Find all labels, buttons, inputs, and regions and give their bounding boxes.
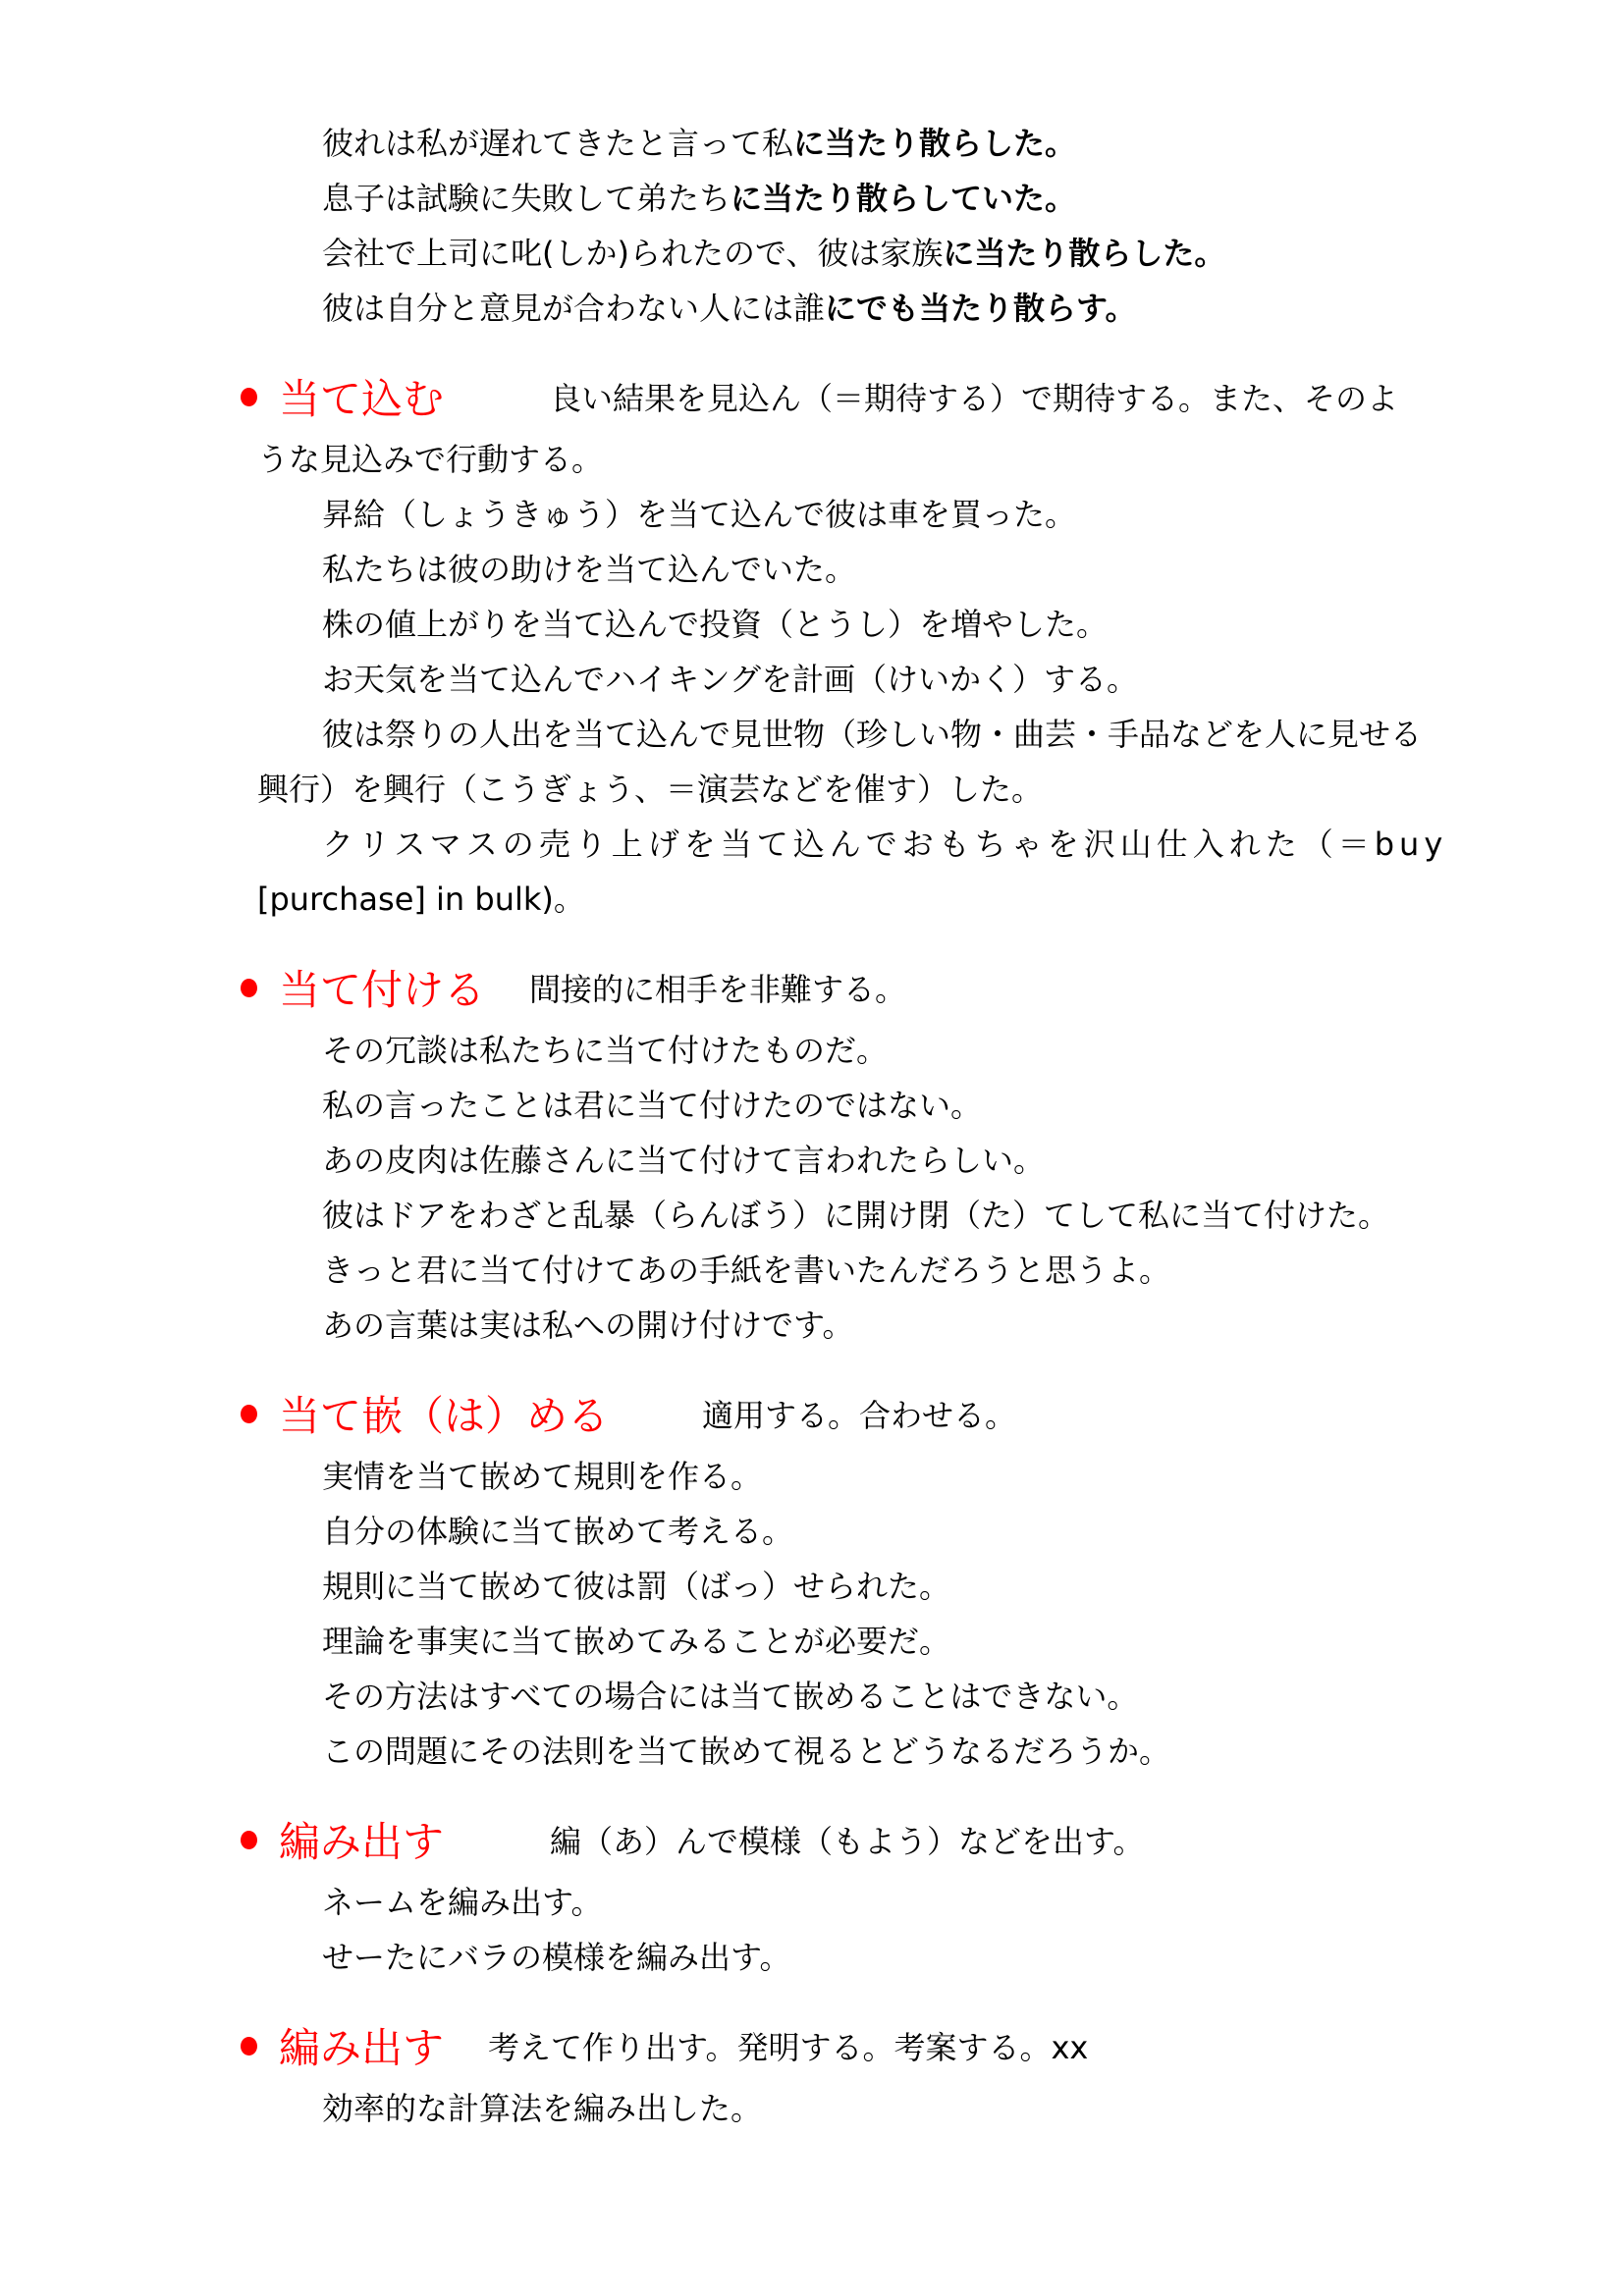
example-sentence: お天気を当て込んでハイキングを計画（けいかく）する。: [322, 661, 1139, 698]
entry-headword: 編み出す: [279, 1818, 445, 1866]
entry-definition: 編（あ）んで模様（もよう）などを出す。: [550, 1823, 1145, 1860]
entry-definition: 考えて作り出す。発明する。考案する。xx: [488, 2029, 1089, 2066]
entry-heading: [241, 1804, 1624, 1875]
example-sentence: 私の言ったことは君に当て付けたのではない。: [322, 1087, 983, 1124]
entry-heading: [241, 1378, 1624, 1449]
sentence-line: [322, 116, 1624, 171]
definition-sections: [0, 361, 1624, 2136]
entry-headword: 当て嵌（は）める: [279, 1392, 610, 1440]
entry-headword: 当て付ける: [279, 966, 486, 1014]
example-sentence: 自分の体験に当て嵌めて考える。: [322, 1513, 794, 1550]
entry-definition: 適用する。合わせる。: [702, 1397, 1017, 1434]
sentence-line: [322, 171, 1624, 226]
example-sentence: 効率的な計算法を編み出した。: [322, 2090, 763, 2127]
example-sentence: 昇給（しょうきゅう）を当て込んで彼は車を買った。: [322, 496, 1077, 533]
entry-section: [0, 952, 1624, 1353]
sentence-text: 彼は自分と意見が合わない人には誰: [322, 290, 826, 327]
example-sentence: その方法はすべての場合には当て嵌めることはできない。: [322, 1678, 1139, 1715]
example-sentence: 理論を事実に当て嵌めてみることが必要だ。: [322, 1623, 951, 1660]
bullet-icon: [241, 979, 257, 997]
bold-emphasis: に当たり散らしていた。: [731, 180, 1077, 217]
example-sentence: 株の値上がりを当て込んで投資（とうし）を増やした。: [322, 606, 1109, 643]
bold-emphasis: に当たり散らした。: [943, 235, 1226, 272]
intro-paragraph: [0, 0, 1624, 336]
example-sentence: 興行）を興行（こうぎょう、＝演芸などを催す）した。: [257, 771, 1044, 808]
sentence-text: 会社で上司に叱(しか)られたので、彼は家族: [322, 235, 944, 272]
bullet-icon: [241, 1831, 257, 1849]
entry-definition: 良い結果を見込ん（＝期待する）で期待する。また、そのよ: [550, 380, 1399, 417]
example-sentence: うな見込みで行動する。: [257, 441, 604, 478]
example-sentence: せーたにバラの模様を編み出す。: [322, 1939, 791, 1976]
entry-definition: 間接的に相手を非難する。: [529, 971, 907, 1008]
example-sentence: 規則に当て嵌めて彼は罰（ばっ）せられた。: [322, 1568, 951, 1605]
bold-emphasis: にでも当たり散らす。: [825, 290, 1137, 327]
entry-heading: [241, 361, 1624, 432]
example-sentence: 彼は祭りの人出を当て込んで見世物（珍しい物・曲芸・手品などを人に見せる: [322, 716, 1423, 753]
bullet-icon: [241, 1405, 257, 1423]
example-sentence: 実情を当て嵌めて規則を作る。: [322, 1458, 763, 1495]
entry-section: [0, 1378, 1624, 1779]
example-sentence: クリスマスの売り上げを当て込んでおもちゃを沢山仕入れた（＝buy: [322, 826, 1448, 863]
sentence-text: 彼れは私が遅れてきたと言って私: [322, 125, 794, 162]
example-sentence: きっと君に当て付けてあの手紙を書いたんだろうと思うよ。: [322, 1252, 1171, 1289]
example-sentence: ネームを編み出す。: [322, 1884, 603, 1921]
entry-section: [0, 2010, 1624, 2136]
example-sentence: [purchase] in bulk)。: [257, 881, 585, 918]
example-sentence: その冗談は私たちに当て付けたものだ。: [322, 1032, 889, 1069]
example-sentence: あの皮肉は佐藤さんに当て付けて言われたらしい。: [322, 1142, 1046, 1179]
example-sentence: 私たちは彼の助けを当て込んでいた。: [322, 551, 857, 588]
sentence-line: [322, 281, 1624, 336]
entry-section: [0, 1804, 1624, 1985]
bullet-icon: [241, 2037, 257, 2056]
example-sentence: 彼はドアをわざと乱暴（らんぼう）に開け閉（た）てして私に当て付けた。: [322, 1197, 1390, 1234]
entry-headword: 編み出す: [279, 2024, 445, 2072]
sentence-line: [322, 226, 1624, 281]
entry-heading: [241, 952, 1624, 1023]
entry-section: [0, 361, 1624, 927]
entry-heading: [241, 2010, 1624, 2081]
example-sentence: この問題にその法則を当て嵌めて視るとどうなるだろうか。: [322, 1733, 1171, 1770]
bold-emphasis: に当たり散らした。: [793, 125, 1077, 162]
bullet-icon: [241, 388, 257, 406]
entry-headword: 当て込む: [279, 375, 445, 423]
example-sentence: あの言葉は実は私への開け付けです。: [322, 1307, 854, 1344]
sentence-text: 息子は試験に失敗して弟たち: [322, 180, 731, 217]
